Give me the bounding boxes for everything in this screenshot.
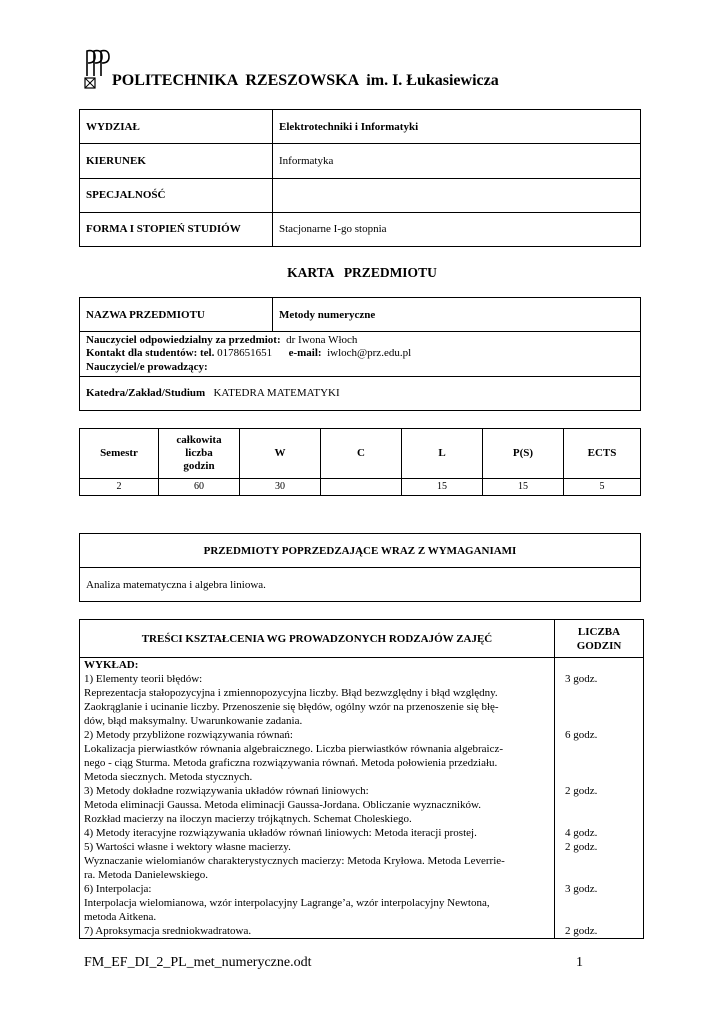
content-line-hours: [559, 742, 643, 756]
field-of-study-label: KIERUNEK: [80, 144, 273, 178]
content-text-cell: [80, 658, 555, 939]
table-row: [80, 144, 641, 178]
table-row: [80, 332, 641, 376]
lab-header: L: [402, 429, 483, 479]
content-line: Zaokrąglanie i ucinanie liczby. Przenoszenie się błędów, ogólny wzór na przenoszenie się błę-: [84, 701, 499, 713]
semester-value: 2: [80, 478, 159, 495]
lecture-header: W: [240, 429, 321, 479]
table-row: [80, 534, 641, 568]
department-cell: [80, 376, 641, 410]
content-line-hours: [559, 798, 643, 812]
exercises-header: C: [321, 429, 402, 479]
semester-hours-table: [79, 428, 641, 496]
subject-name-value: Metody numeryczne: [273, 298, 641, 332]
lab-value: 15: [402, 478, 483, 495]
email-value: iwloch@prz.edu.pl: [321, 347, 412, 360]
contact-phone: 0178651651: [214, 347, 273, 360]
content-line: Wyznaczanie wielomianów charakterystycznych macierzy: Metoda Kryłowa. Metoda Leverrie-: [84, 855, 505, 867]
card-title: KARTA PRZEDMIOTU: [287, 265, 437, 280]
teachers-label: Nauczyciel/e prowadzący:: [86, 360, 208, 373]
exercises-value: [321, 478, 402, 495]
subject-name-label: NAZWA PRZEDMIOTU: [80, 298, 273, 332]
prerequisites-value: Analiza matematyczna i algebra liniowa.: [80, 568, 641, 602]
prerequisites-table: [79, 533, 641, 602]
content-line: nego - ciąg Sturma. Metoda graficzna rozwiązywania równań. Metoda połowienia przedziału.: [84, 757, 498, 769]
content-line-hours: [559, 770, 643, 784]
total-hours-value: 60: [159, 478, 240, 495]
table-row: [80, 178, 641, 212]
content-line-hours: [559, 896, 643, 910]
content-line-hours: [559, 714, 643, 728]
table-row: [80, 658, 644, 939]
content-line: 4) Metody iteracyjne rozwiązywania układów równań liniowych: Metoda iteracji prostej.: [84, 827, 477, 839]
content-line: dów, błąd maksymalny. Uwarunkowanie zadania.: [84, 715, 303, 727]
content-line: Rozkład macierzy na iloczyn macierzy trójkątnych. Schemat Choleskiego.: [84, 813, 412, 825]
content-line-hours: [559, 868, 643, 882]
university-logo-icon: [84, 48, 110, 90]
footer-filename: FM_EF_DI_2_PL_met_numeryczne.odt: [84, 955, 312, 970]
semester-header: Semestr: [80, 429, 159, 479]
ects-value: 5: [564, 478, 641, 495]
responsible-line: [86, 334, 640, 348]
content-line-hours: 2 godz.: [565, 925, 598, 937]
faculty-value: Elektrotechniki i Informatyki: [273, 110, 641, 144]
content-line-hours: [559, 854, 643, 868]
content-line-hours: [559, 756, 643, 770]
document-header: [84, 48, 644, 92]
hours-header: LICZBA GODZIN: [555, 620, 644, 658]
content-header: TREŚCI KSZTAŁCENIA WG PROWADZONYCH RODZAJÓW ZAJĘĆ: [80, 620, 555, 658]
specialization-label: SPECJALNOŚĆ: [80, 178, 273, 212]
table-row: [80, 568, 641, 602]
table-row: [80, 620, 644, 658]
content-line: Metoda siecznych. Metoda stycznych.: [84, 771, 253, 783]
content-line: 6) Interpolacja:: [84, 883, 152, 895]
content-line-hours: 2 godz.: [565, 841, 598, 853]
content-hours-cell: [555, 658, 644, 939]
study-form-label: FORMA I STOPIEŃ STUDIÓW: [80, 212, 273, 246]
table-row: [80, 429, 641, 479]
content-line: Lokalizacja pierwiastków równania algebraicznego. Liczba pierwiastków równania algebraicz-: [84, 743, 504, 755]
prerequisites-header: PRZEDMIOTY POPRZEDZAJĄCE WRAZ Z WYMAGANIAMI: [80, 534, 641, 568]
table-row: [80, 478, 641, 495]
content-line-hours: [559, 700, 643, 714]
page-number: 1: [576, 955, 583, 970]
content-line-hours: [559, 686, 643, 700]
contact-line: [86, 347, 640, 361]
table-row: [80, 298, 641, 332]
content-line-hours: 2 godz.: [565, 785, 598, 797]
content-line-hours: [559, 910, 643, 924]
table-row: [80, 212, 641, 246]
content-line-hours: [559, 812, 643, 826]
lecture-value: 30: [240, 478, 321, 495]
project-value: 15: [483, 478, 564, 495]
department-value: KATEDRA MATEMATYKI: [205, 387, 340, 400]
content-line: 1) Elementy teorii błędów:: [84, 673, 203, 685]
field-of-study-value: Informatyka: [273, 144, 641, 178]
faculty-info-table: [79, 109, 641, 247]
subject-table: [79, 297, 641, 411]
content-line-hours: 4 godz.: [565, 827, 598, 839]
faculty-label: WYDZIAŁ: [80, 110, 273, 144]
content-line-hours: 3 godz.: [565, 883, 598, 895]
content-line: Interpolacja wielomianowa, wzór interpolacyjny Lagrange’a, wzór interpolacyjny Newtona,: [84, 897, 490, 909]
content-line: 2) Metody przybliżone rozwiązywania równań:: [84, 729, 293, 741]
total-hours-header: całkowita liczba godzin: [159, 429, 240, 479]
content-line: Reprezentacja stałopozycyjna i zmiennopozycyjna liczby. Błąd bezwzględny i błąd względny.: [84, 687, 498, 699]
table-row: [80, 376, 641, 410]
teacher-cell: [80, 332, 641, 376]
content-line-hours: 3 godz.: [565, 673, 598, 685]
study-form-value: Stacjonarne I-go stopnia: [273, 212, 641, 246]
content-line-hours: 6 godz.: [565, 729, 598, 741]
contact-label: Kontakt dla studentów: tel.: [86, 347, 215, 360]
university-name: POLITECHNIKA RZESZOWSKA im. I. Łukasiewicza: [112, 72, 499, 89]
content-line: WYKŁAD:: [84, 659, 139, 671]
specialization-value: [273, 178, 641, 212]
project-header: P(S): [483, 429, 564, 479]
content-line: 7) Aproksymacja sredniokwadratowa.: [84, 925, 252, 937]
email-label: e-mail:: [272, 347, 322, 360]
content-line: 3) Metody dokładne rozwiązywania układów równań liniowych:: [84, 785, 369, 797]
course-content-table: [79, 619, 644, 939]
content-line-hours: [559, 658, 643, 672]
responsible-label: Nauczyciel odpowiedzialny za przedmiot:: [86, 333, 281, 346]
responsible-value: dr Iwona Włoch: [280, 333, 358, 346]
content-line: metoda Aitkena.: [84, 911, 157, 923]
content-line: ra. Metoda Danielewskiego.: [84, 869, 209, 881]
department-label: Katedra/Zakład/Studium: [86, 387, 206, 400]
content-line: Metoda eliminacji Gaussa. Metoda eliminacji Gaussa-Jordana. Obliczanie wyznaczników.: [84, 799, 481, 811]
ects-header: ECTS: [564, 429, 641, 479]
table-row: [80, 110, 641, 144]
content-line: 5) Wartości własne i wektory własne macierzy.: [84, 841, 291, 853]
